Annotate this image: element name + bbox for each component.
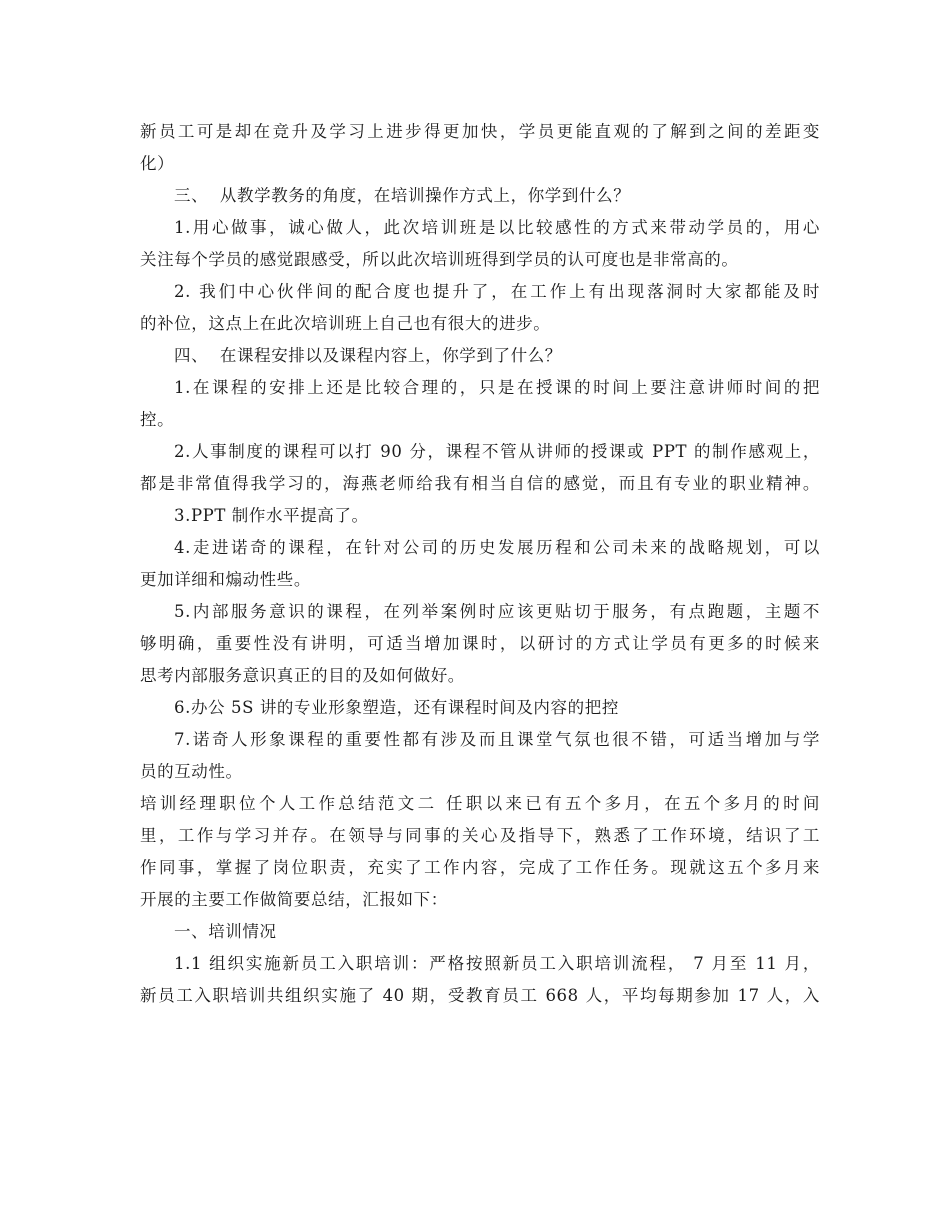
text-line: 1.用心做事，诚心做人，此次培训班是以比较感性的方式来带动学员的，用心 (174, 218, 820, 237)
document-body (140, 116, 820, 1012)
text-line: 2.人事制度的课程可以打 90 分，课程不管从讲师的授课或 PPT 的制作感观上， (174, 442, 820, 461)
text-line: 2. 我们中心伙伴间的配合度也提升了，在工作上有出现落洞时大家都能及时 (174, 282, 820, 301)
text-line: 6.办公 5S 讲的专业形象塑造，还有课程时间及内容的把控 (174, 698, 619, 717)
text-line: 4.走进诺奇的课程，在针对公司的历史发展历程和公司未来的战略规划，可以 (174, 538, 820, 557)
text-line: 都是非常值得我学习的，海燕老师给我有相当自信的感觉，而且有专业的职业精神。 (140, 474, 820, 493)
section-heading: 一、培训情况 (174, 922, 277, 941)
text-line: 思考内部服务意识真正的目的及如何做好。 (140, 666, 465, 685)
text-line: 1.在课程的安排上还是比较合理的，只是在授课的时间上要注意讲师时间的把 (174, 378, 820, 397)
text-line: 更加详细和煽动性些。 (140, 570, 311, 589)
text-line: 够明确，重要性没有讲明，可适当增加课时，以研讨的方式让学员有更多的时候来 (140, 634, 820, 653)
section-heading: 三、 从教学教务的角度，在培训操作方式上，你学到什么？ (174, 186, 631, 205)
text-line: 开展的主要工作做简要总结，汇报如下： (140, 890, 448, 909)
text-line: 化） (140, 154, 175, 173)
text-line: 员的互动性。 (140, 762, 243, 781)
text-line: 关注每个学员的感觉跟感受，所以此次培训班得到学员的认可度也是非常高的。 (140, 250, 739, 269)
text-line: 7.诺奇人形象课程的重要性都有涉及而且课堂气氛也很不错，可适当增加与学 (174, 730, 820, 749)
text-line: 1.1 组织实施新员工入职培训：严格按照新员工入职培训流程， 7 月至 11 月， (174, 954, 820, 973)
article-title-line: 培训经理职位个人工作总结范文二 任职以来已有五个多月，在五个多月的时间 (140, 794, 820, 813)
text-line: 控。 (140, 410, 175, 429)
text-line: 的补位，这点上在此次培训班上自己也有很大的进步。 (140, 314, 551, 333)
text-line: 新员工入职培训共组织实施了 40 期，受教育员工 668 人，平均每期参加 17 人，入 (140, 986, 820, 1005)
text-line: 3.PPT 制作水平提高了。 (174, 506, 369, 525)
text-line: 5.内部服务意识的课程，在列举案例时应该更贴切于服务，有点跑题，主题不 (174, 602, 820, 621)
text-line: 里，工作与学习并存。在领导与同事的关心及指导下，熟悉了工作环境，结识了工 (140, 826, 820, 845)
section-heading: 四、 在课程安排以及课程内容上，你学到了什么？ (174, 346, 562, 365)
text-line: 新员工可是却在竞升及学习上进步得更加快，学员更能直观的了解到之间的差距变 (140, 122, 820, 141)
text-line: 作同事，掌握了岗位职责，充实了工作内容，完成了工作任务。现就这五个多月来 (140, 858, 820, 877)
